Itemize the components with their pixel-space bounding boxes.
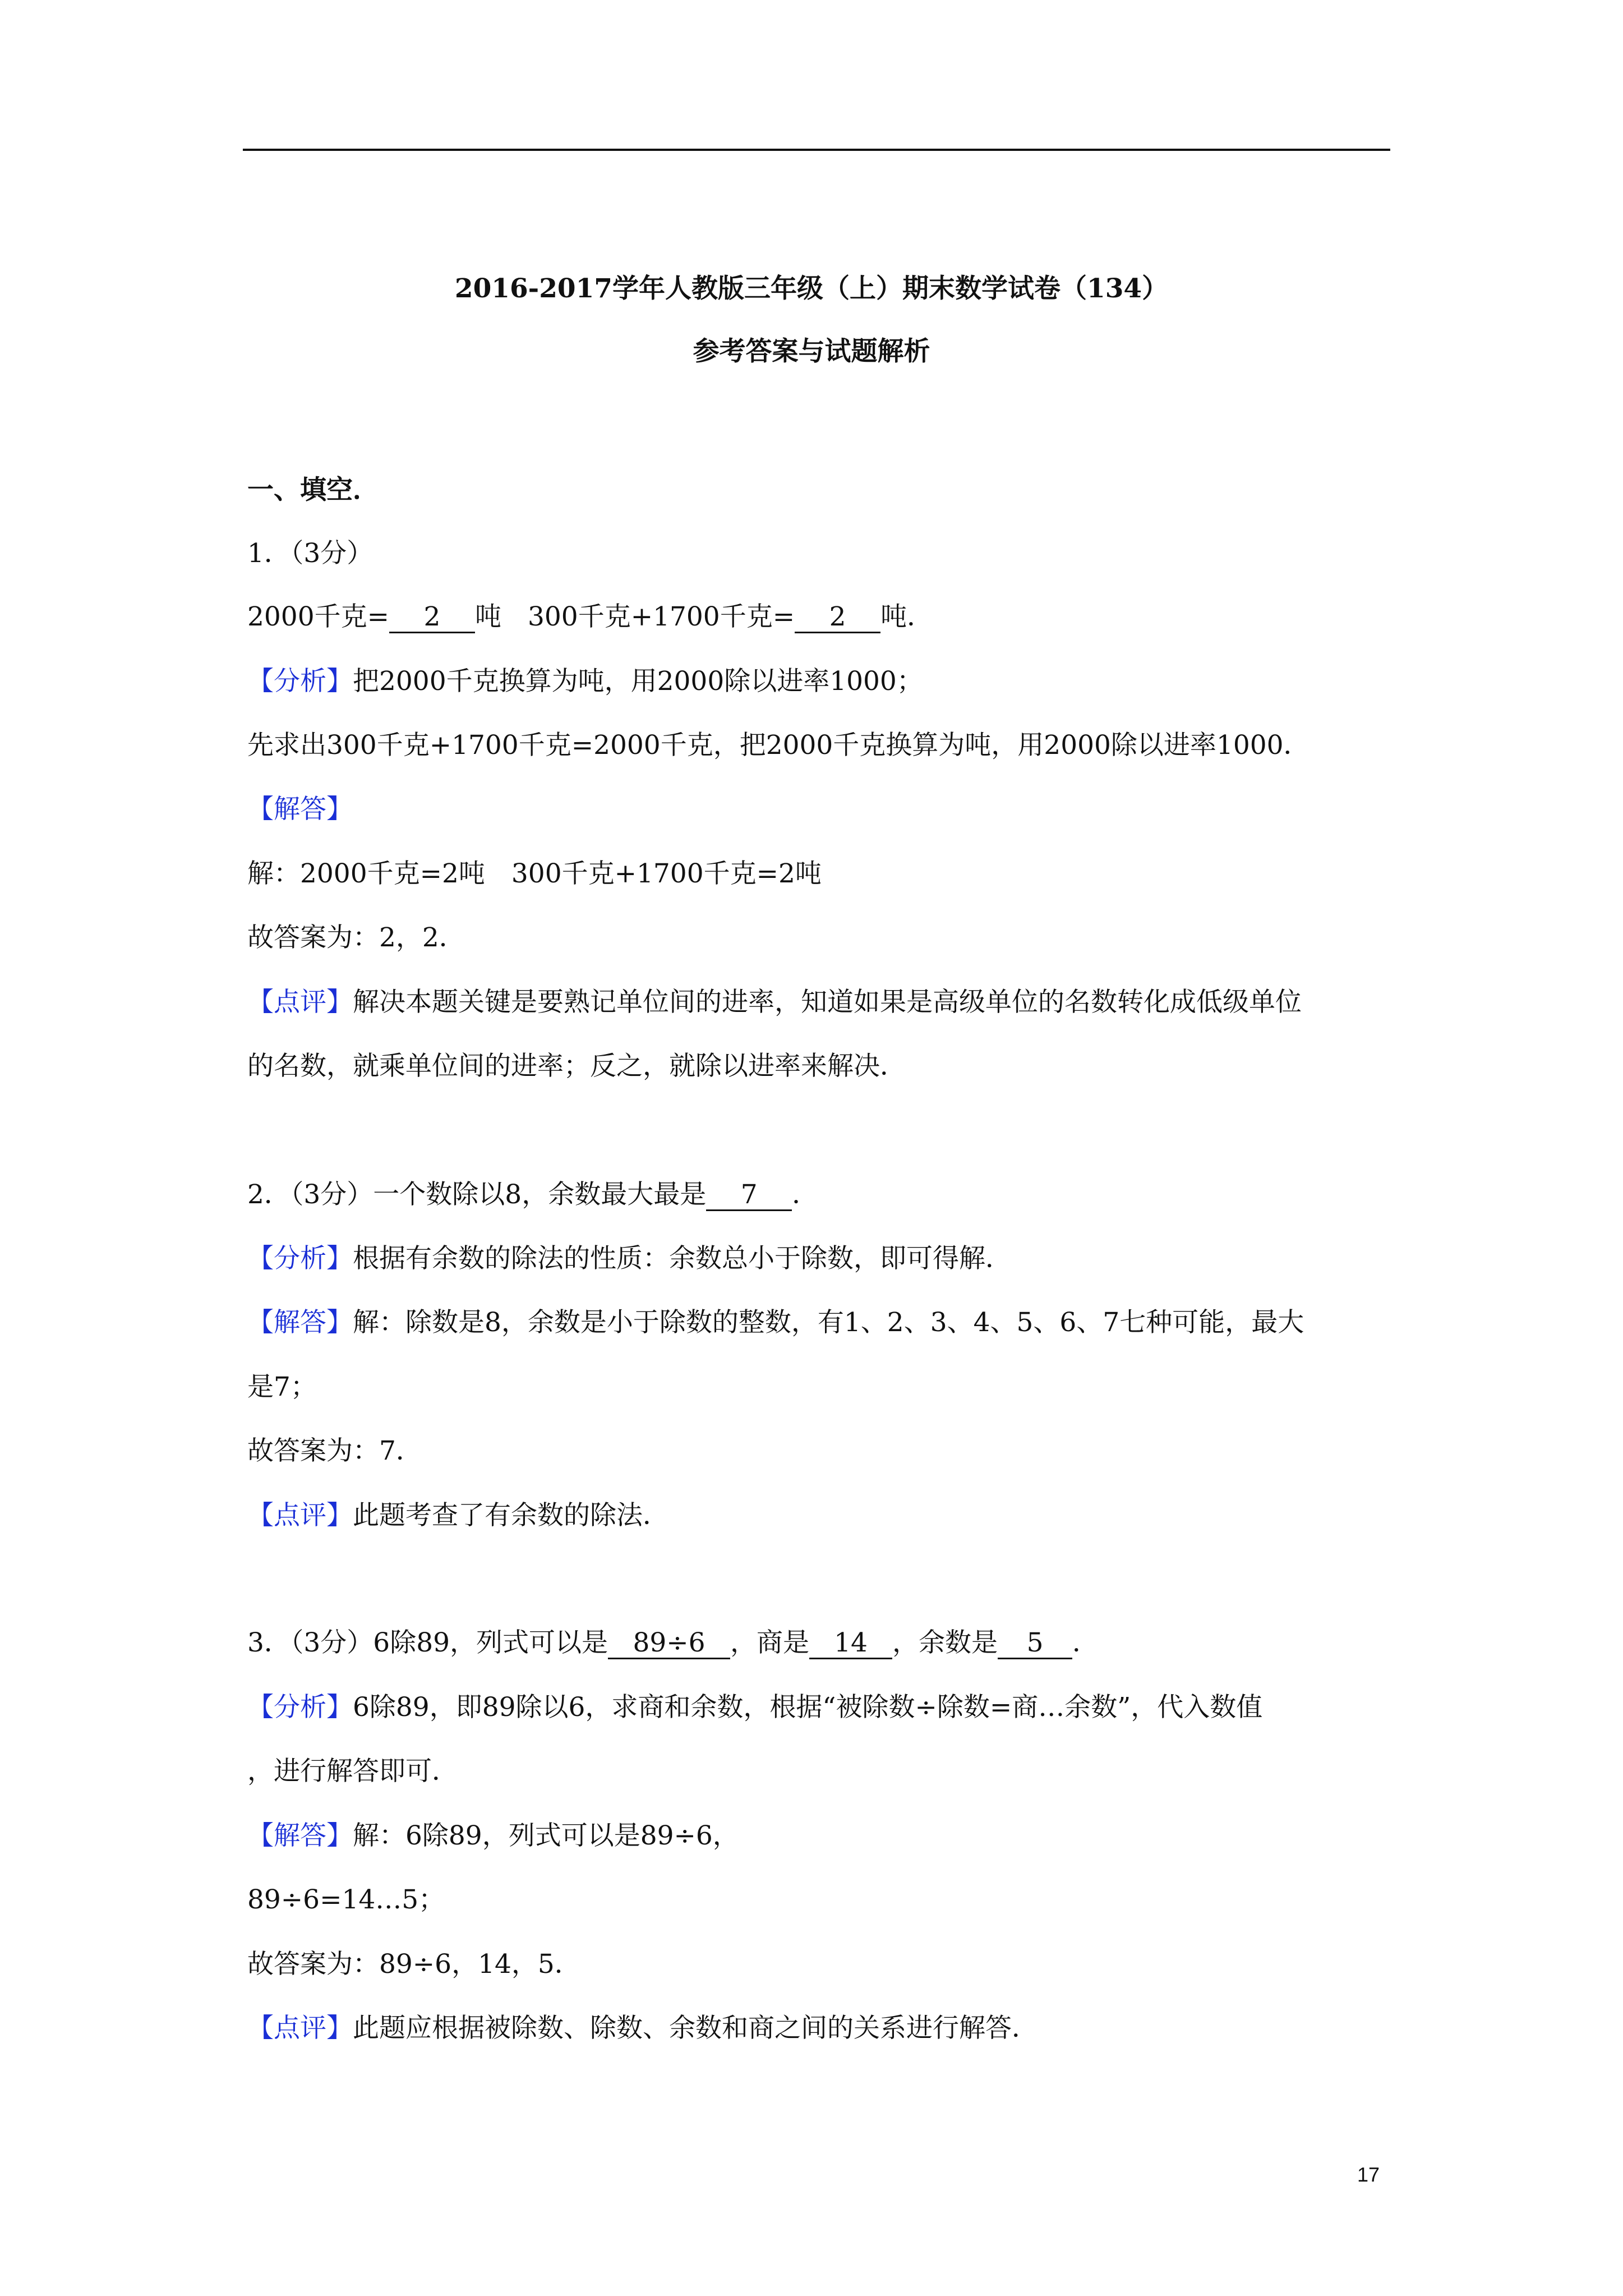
q3-solution-line-2: 89÷6=14…5；: [247, 1884, 445, 1915]
q2-analysis: [247, 1241, 1012, 1277]
q2-stem-text-2: ．: [792, 1179, 819, 1210]
q1-analysis-line-2: 先求出300千克+1700千克=2000千克，把2000千克换算为吨，用2000除以进率1000．: [247, 730, 1310, 761]
q1-stem-text-3: 吨．: [880, 601, 934, 632]
comment-label: 【点评】: [247, 2013, 353, 2044]
q1-answer-blank-1: 2: [389, 602, 475, 633]
q3-analysis-line-2: ，进行解答即可．: [247, 1756, 458, 1787]
q2-analysis-text: 根据有余数的除法的性质：余数总小于除数，即可得解．: [353, 1243, 1012, 1274]
page-number: 17: [1357, 2163, 1380, 2186]
q1-header: 1．（3分）: [247, 538, 374, 569]
q3-stem-text-2: ，商是: [730, 1627, 810, 1658]
analysis-label: 【分析】: [247, 1692, 353, 1723]
q1-comment: [247, 984, 1302, 1020]
q1-solution-label: [247, 792, 353, 827]
section-heading: 一、填空．: [247, 475, 379, 505]
q2-comment: [247, 1498, 669, 1534]
q3-answer: 故答案为：89÷6，14，5．: [247, 1949, 581, 1980]
solution-label: 【解答】: [247, 794, 353, 825]
q1-answer: 故答案为：2，2．: [247, 922, 465, 953]
document-subtitle: 参考答案与试题解析: [693, 336, 930, 367]
q2-solution-line-2: 是7；: [247, 1372, 317, 1402]
q2-stem-text-1: 2．（3分）一个数除以8，余数最大最是: [247, 1179, 707, 1210]
q3-answer-blank-3: 5: [998, 1628, 1072, 1659]
q1-analysis-text: 把2000千克换算为吨，用2000除以进率1000；: [353, 666, 923, 697]
q3-answer-blank-1: 89÷6: [608, 1628, 730, 1659]
q2-answer-blank: 7: [706, 1180, 792, 1211]
comment-label: 【点评】: [247, 1500, 353, 1531]
q1-solution: 解：2000千克=2吨 300千克+1700千克=2吨: [247, 858, 822, 889]
comment-label: 【点评】: [247, 987, 353, 1018]
header-rule: [243, 149, 1390, 151]
q3-solution-text: 解：6除89，列式可以是89÷6，: [353, 1820, 739, 1851]
q3-analysis-text: 6除89，即89除以6，求商和余数，根据“被除数÷除数=商…余数”，代入数值: [353, 1692, 1263, 1723]
q1-comment-line-2: 的名数，就乘单位间的进率；反之，就除以进率来解决．: [247, 1051, 906, 1082]
document-title: 2016-2017学年人教版三年级（上）期末数学试卷（134）: [454, 273, 1169, 304]
q3-answer-blank-2: 14: [809, 1628, 892, 1659]
q3-solution: [247, 1818, 739, 1854]
analysis-label: 【分析】: [247, 666, 353, 697]
q3-stem: [247, 1625, 1099, 1661]
q1-stem-text-1: 2000千克=: [247, 601, 389, 632]
q3-comment-text: 此题应根据被除数、除数、余数和商之间的关系进行解答．: [353, 2013, 1038, 2044]
q3-stem-text-3: ，余数是: [892, 1627, 998, 1658]
q3-comment: [247, 2010, 1038, 2046]
solution-label: 【解答】: [247, 1820, 353, 1851]
q2-stem: [247, 1177, 818, 1213]
q1-stem-text-2: 吨 300千克+1700千克=: [475, 601, 795, 632]
q1-answer-blank-2: 2: [795, 602, 880, 633]
q3-stem-text-4: ．: [1072, 1627, 1099, 1658]
q1-analysis: [247, 664, 923, 700]
q2-answer: 故答案为：7．: [247, 1435, 422, 1466]
q1-comment-text: 解决本题关键是要熟记单位间的进率，知道如果是高级单位的名数转化成低级单位: [353, 987, 1302, 1018]
analysis-label: 【分析】: [247, 1243, 353, 1274]
q2-solution-text: 解：除数是8，余数是小于除数的整数，有1、2、3、4、5、6、7七种可能，最大: [353, 1307, 1304, 1338]
solution-label: 【解答】: [247, 1307, 353, 1338]
q2-comment-text: 此题考查了有余数的除法．: [353, 1500, 669, 1531]
q3-stem-text-1: 3．（3分）6除89，列式可以是: [247, 1627, 608, 1658]
q1-stem: [247, 599, 933, 635]
q3-analysis: [247, 1690, 1262, 1726]
q2-solution: [247, 1305, 1304, 1341]
